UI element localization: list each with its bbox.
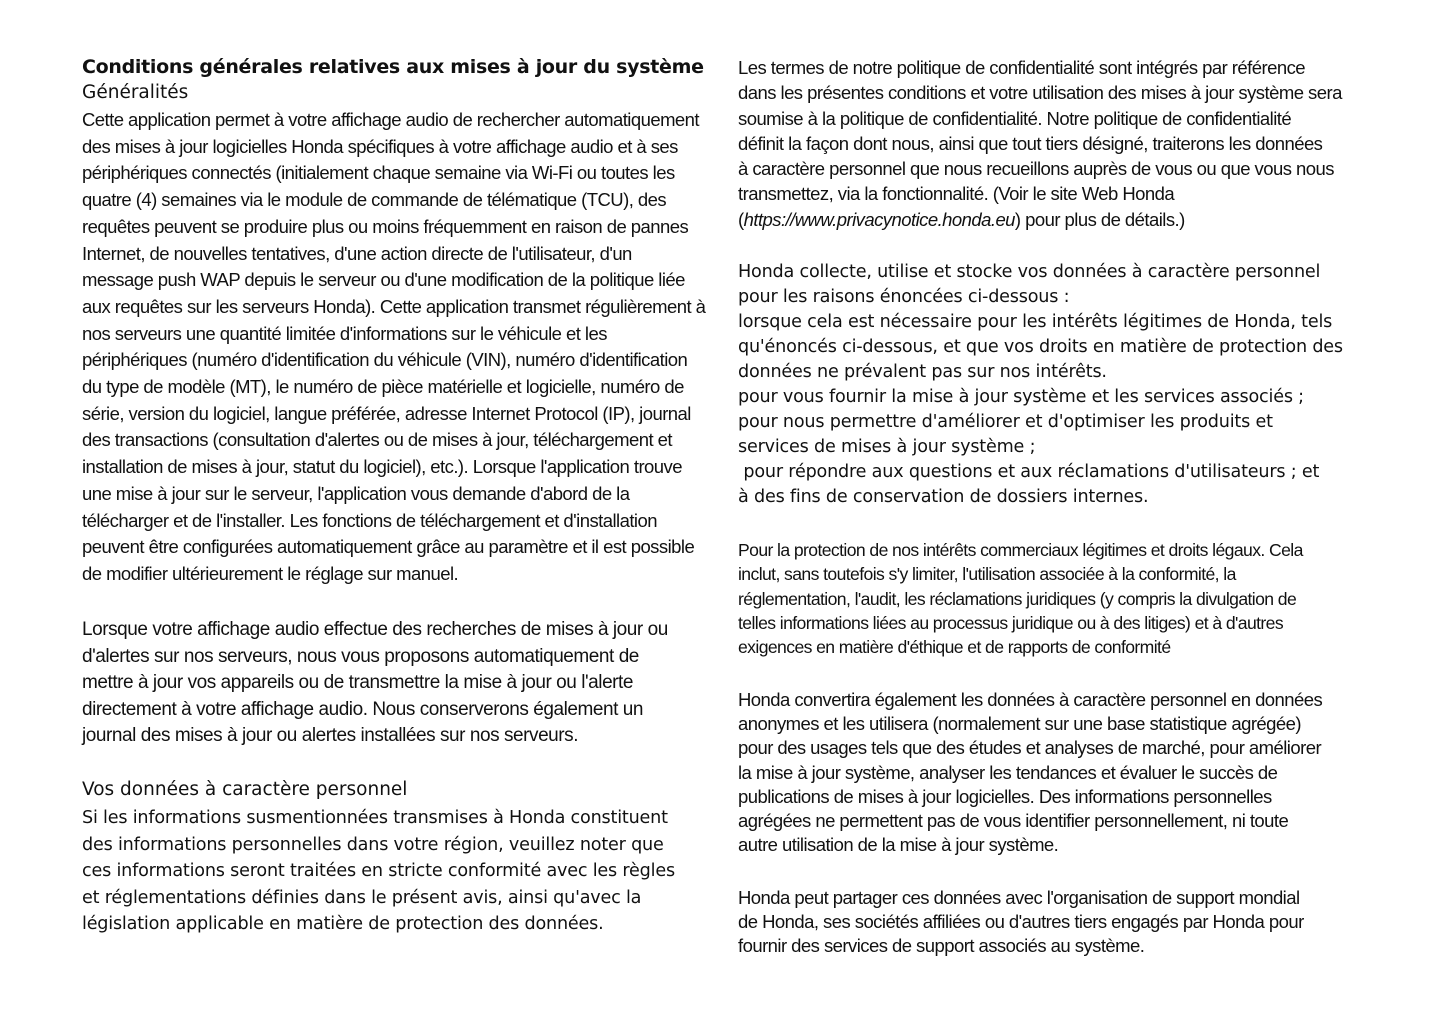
text-line: Honda peut partager ces données avec l'organisation de support mondial (738, 887, 1300, 908)
section-heading-donnees: Vos données à caractère personnel (82, 779, 408, 800)
text-line: et réglementations définies dans le présent avis, ainsi qu'avec la (82, 887, 642, 908)
text-line: périphériques connectés (initialement chaque semaine via Wi-Fi ou toutes les (82, 162, 675, 184)
text-line: publications de mises à jour logicielles. Des informations personnelles (738, 785, 1272, 807)
text-line: journal des mises à jour ou alertes installées sur nos serveurs. (82, 725, 579, 746)
text-line: installation de mises à jour, statut du logiciel), etc.). Lorsque l'application trouve (82, 456, 682, 478)
text-line: pour répondre aux questions et aux réclamations d'utilisateurs ; et (738, 462, 1320, 482)
right-para-1-lines (738, 55, 1342, 207)
privacy-link[interactable]: https://www.privacynotice.honda.eu (743, 208, 1015, 230)
text-line: anonymes et les utilisera (normalement sur une base statistique agrégée) (738, 713, 1301, 735)
text-line: des informations personnelles dans votre région, veuillez noter que (82, 834, 664, 855)
text-line: requêtes peuvent se produire plus ou moins fréquemment en raison de pannes (82, 215, 689, 237)
text-line: définit la façon dont nous, ainsi que tout tiers désigné, traiterons les données (738, 132, 1323, 154)
text-line: pour nous permettre d'améliorer et d'optimiser les produits et (738, 412, 1273, 432)
section-heading-generalites: Généralités (82, 82, 189, 103)
text-line: Honda collecte, utilise et stocke vos données à caractère personnel (738, 262, 1321, 282)
text-line: pour des usages tels que des études et analyses de marché, pour améliorer (738, 737, 1322, 759)
text-line: telles informations liées au processus juridique ou à des litiges) et à d'autres (738, 612, 1284, 633)
right-para-2 (738, 260, 1343, 510)
text-line: Internet, de nouvelles tentatives, d'une action directe de l'utilisateur, d'un (82, 242, 632, 264)
text-line: une mise à jour sur le serveur, l'application vous demande d'abord de la (82, 482, 630, 504)
text-line: à des fins de conservation de dossiers internes. (738, 487, 1149, 507)
text-line: à caractère personnel que nous recueillons auprès de vous ou que vous nous (738, 158, 1334, 180)
left-para-3 (82, 805, 675, 938)
text-line: mettre à jour vos appareils ou de transmettre la mise à jour ou l'alerte (82, 672, 634, 693)
paren-open: ( (738, 208, 744, 230)
text-line: Les termes de notre politique de confidentialité sont intégrés par référence (738, 57, 1306, 78)
text-line: des mises à jour logicielles Honda spécifiques à votre affichage audio et à ses (82, 135, 678, 157)
text-line: télécharger et de l'installer. Les fonctions de téléchargement et d'installation (82, 509, 657, 531)
text-line: Lorsque votre affichage audio effectue des recherches de mises à jour ou (82, 619, 668, 640)
document-title: Conditions générales relatives aux mises à jour du système (82, 56, 704, 78)
text-line: Cette application permet à votre affichage audio de rechercher automatiquement (82, 109, 699, 130)
text-line: d'alertes sur nos serveurs, nous vous proposons automatiquement de (82, 645, 639, 667)
text-line: données ne prévalent pas sur nos intérêts. (738, 362, 1107, 382)
right-para-5 (738, 886, 1304, 959)
text-line: pour vous fournir la mise à jour système et les services associés ; (738, 387, 1304, 407)
text-line: peuvent être configurées automatiquement grâce au paramètre et il est possible (82, 536, 695, 558)
text-line: qu'énoncés ci-dessous, et que vos droits en matière de protection des (738, 337, 1343, 357)
text-line: réglementation, l'audit, les réclamations juridiques (y compris la divulgation de (738, 588, 1297, 609)
text-line: lorsque cela est nécessaire pour les intérêts légitimes de Honda, tels (738, 312, 1333, 332)
right-para-4 (738, 688, 1322, 857)
text-line: exigences en matière d'éthique et de rapports de conformité (738, 637, 1171, 658)
text-line: message push WAP depuis le serveur ou d'une modification de la politique liée (82, 269, 685, 291)
right-para-3 (738, 538, 1303, 659)
left-para-1 (82, 107, 705, 588)
privacy-url-line (738, 207, 1342, 232)
text-line: Si les informations susmentionnées transmises à Honda constituent (82, 808, 668, 828)
text-line: agrégées ne permettent pas de vous identifier personnellement, ni toute (738, 810, 1289, 832)
text-line: fournir des services de support associés au système. (738, 935, 1145, 957)
text-line: des transactions (consultation d'alertes ou de mises à jour, téléchargement et (82, 429, 672, 451)
text-line: aux requêtes sur les serveurs Honda). Cette application transmet régulièrement à (82, 295, 706, 317)
url-line-rest: ) pour plus de détails.) (1014, 208, 1185, 230)
left-para-2 (82, 617, 668, 750)
text-line: quatre (4) semaines via le module de commande de télématique (TCU), des (82, 189, 667, 211)
text-line: directement à votre affichage audio. Nous conserverons également un (82, 698, 643, 720)
text-line: transmettez, via la fonctionnalité. (Voir le site Web Honda (738, 183, 1175, 205)
text-line: inclut, sans toutefois s'y limiter, l'utilisation associée à la conformité, la (738, 564, 1236, 585)
text-line: dans les présentes conditions et votre utilisation des mises à jour système sera (738, 82, 1342, 104)
text-line: de modifier ultérieurement le réglage sur manuel. (82, 562, 459, 584)
text-line: ces informations seront traitées en stricte conformité avec les règles (82, 861, 675, 881)
text-line: série, version du logiciel, langue préférée, adresse Internet Protocol (IP), journal (82, 402, 691, 424)
text-line: Honda convertira également les données à caractère personnel en données (738, 689, 1323, 710)
text-line: soumise à la politique de confidentialité. Notre politique de confidentialité (738, 107, 1292, 129)
left-header (82, 54, 704, 106)
text-line: services de mises à jour système ; (738, 437, 1036, 457)
right-para-1 (738, 55, 1342, 232)
text-line: nos serveurs une quantité limitée d'informations sur le véhicule et les (82, 322, 607, 344)
text-line: la mise à jour système, analyser les tendances et évaluer le succès de (738, 761, 1278, 783)
text-line: du type de modèle (MT), le numéro de pièce matérielle et logicielle, numéro de (82, 376, 684, 398)
text-line: périphériques (numéro d'identification du véhicule (VIN), numéro d'identification (82, 349, 688, 371)
text-line: de Honda, ses sociétés affiliées ou d'autres tiers engagés par Honda pour (738, 911, 1304, 933)
text-line: autre utilisation de la mise à jour système. (738, 834, 1059, 856)
text-line: Pour la protection de nos intérêts commerciaux légitimes et droits légaux. Cela (738, 540, 1303, 560)
text-line: pour les raisons énoncées ci-dessous : (738, 287, 1070, 307)
text-line: législation applicable en matière de protection des données. (82, 914, 604, 934)
